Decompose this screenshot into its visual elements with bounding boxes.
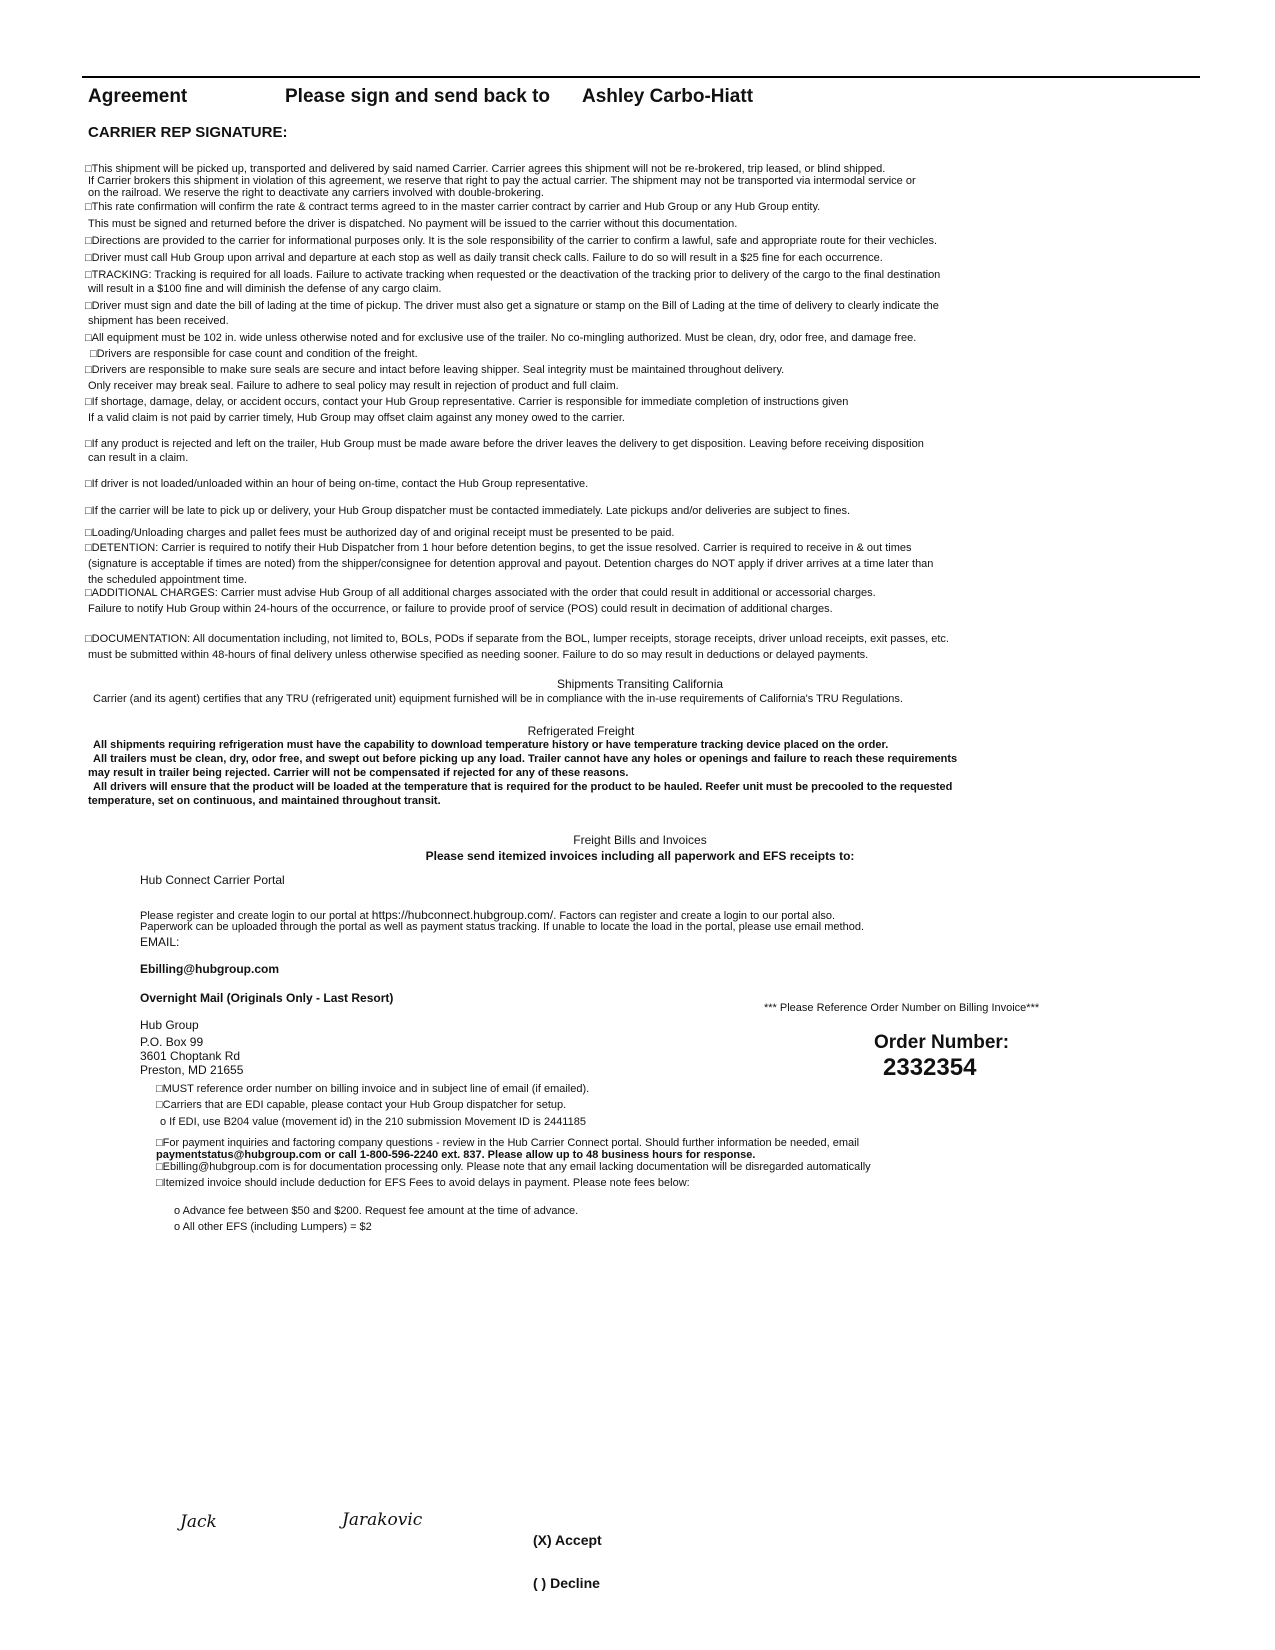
decline-option[interactable]: ( ) Decline — [533, 1575, 600, 1591]
fee-line: o Advance fee between $50 and $200. Request fee amount at the time of advance. — [174, 1205, 579, 1217]
term-line: will result in a $100 fine and will diminish the defense of any cargo claim. — [88, 283, 442, 295]
term-line: □Driver must sign and date the bill of lading at the time of pickup. The driver must also get a signature or stamp on the Bill of Lading at the time of delivery to clearly indicate the — [85, 300, 939, 312]
address-line: P.O. Box 99 — [140, 1035, 204, 1049]
term-line: Only receiver may break seal. Failure to adhere to seal policy may result in rejection of product and full claim. — [88, 380, 619, 392]
signature-label: CARRIER REP SIGNATURE: — [88, 124, 288, 141]
term-line: can result in a claim. — [88, 452, 189, 464]
reference-note: *** Please Reference Order Number on Billing Invoice*** — [764, 1002, 1040, 1014]
term-line: □TRACKING: Tracking is required for all loads. Failure to activate tracking when requested or the deactivation of the tracking prior to delivery of the cargo to the final destination — [85, 269, 941, 281]
invoices-subheading: Please send itemized invoices including all paperwork and EFS receipts to: — [425, 849, 855, 863]
accept-option[interactable]: (X) Accept — [533, 1532, 602, 1548]
term-line: shipment has been received. — [88, 315, 229, 327]
portal-text-b: . Factors can register and create a login to our portal also. — [553, 910, 836, 922]
term-line: □Drivers are responsible to make sure seals are secure and intact before leaving shipper. Seal integrity must be maintained throughout delivery. — [85, 364, 785, 376]
refrigerated-line: All trailers must be clean, dry, odor free, and swept out before picking up any load. Trailer cannot have any holes or openings and failure to reach these requirements — [93, 753, 958, 765]
term-line: □DOCUMENTATION: All documentation including, not limited to, BOLs, PODs if separate from the BOL, lumper receipts, storage receipts, driver unload receipts, exit passes, etc. — [85, 633, 949, 645]
order-number-label: Order Number: — [874, 1032, 1010, 1053]
term-line: □DETENTION: Carrier is required to notify their Hub Dispatcher from 1 hour before detention begins, to get the issue resolved. Carrier is required to receive in & out times — [85, 542, 912, 554]
overnight-mail-label: Overnight Mail (Originals Only - Last Resort) — [140, 991, 394, 1005]
term-line: the scheduled appointment time. — [88, 574, 247, 586]
refrigerated-line: All shipments requiring refrigeration must have the capability to download temperature history or have temperature tracking device placed on the order. — [93, 739, 889, 751]
portal-url-link[interactable]: https://hubconnect.hubgroup.com/ — [371, 908, 554, 922]
recipient-name: Ashley Carbo-Hiatt — [582, 86, 754, 107]
term-line: □If shortage, damage, delay, or accident occurs, contact your Hub Group representative. Carrier is responsible for immediate completion of instructions given — [85, 396, 849, 408]
refrigerated-heading: Refrigerated Freight — [527, 724, 635, 738]
agreement-title: Agreement — [88, 86, 188, 107]
address-line: Hub Group — [140, 1018, 199, 1032]
note-line: □MUST reference order number on billing invoice and in subject line of email (if emailed). — [156, 1083, 590, 1095]
signature-first-name: Jack — [180, 1512, 217, 1532]
term-line: □Drivers are responsible for case count and condition of the freight. — [90, 348, 418, 360]
term-line: □If any product is rejected and left on the trailer, Hub Group must be made aware before the driver leaves the delivery to get disposition. Leaving before receiving disposition — [85, 438, 924, 450]
signature-last-name: Jarakovic — [342, 1510, 423, 1530]
portal-line-2: Paperwork can be uploaded through the portal as well as payment status tracking. If unable to locate the load in the portal, please use email method. — [140, 921, 864, 933]
order-number-value: 2332354 — [883, 1054, 977, 1081]
payment-note-line: □Itemized invoice should include deduction for EFS Fees to avoid delays in payment. Please note fees below: — [156, 1177, 690, 1189]
send-prompt: Please sign and send back to — [285, 86, 551, 107]
term-line: Failure to notify Hub Group within 24-hours of the occurrence, or failure to provide proof of service (POS) could result in decimation of additional charges. — [88, 603, 833, 615]
term-line: □Driver must call Hub Group upon arrival and departure at each stop as well as daily transit check calls. Failure to do so will result in a $25 fine for each occurrence. — [85, 252, 883, 264]
term-line: □This shipment will be picked up, transported and delivered by said named Carrier. Carrier agrees this shipment will not be re-brokered, trip leased, or blind shipped. — [85, 163, 886, 175]
address-line: Preston, MD 21655 — [140, 1063, 244, 1077]
payment-note-line: □Ebilling@hubgroup.com is for documentation processing only. Please note that any email lacking documentation will be disregarded automatically — [156, 1161, 871, 1173]
term-line: □Directions are provided to the carrier for informational purposes only. It is the sole responsibility of the carrier to confirm a lawful, safe and appropriate route for their vechicles. — [85, 235, 938, 247]
portal-text-a: Please register and create login to our portal at — [140, 910, 369, 922]
term-line: □Loading/Unloading charges and pallet fees must be authorized day of and original receipt must be presented to be paid. — [85, 527, 675, 539]
term-line: If a valid claim is not paid by carrier timely, Hub Group may offset claim against any money owed to the carrier. — [88, 412, 625, 424]
term-line: must be submitted within 48-hours of final delivery unless otherwise specified as needing sooner. Failure to do so may result in deductions or delayed payments. — [88, 649, 869, 661]
california-heading: Shipments Transiting California — [556, 677, 724, 691]
term-line: □If driver is not loaded/unloaded within an hour of being on-time, contact the Hub Group representative. — [85, 478, 589, 490]
refrigerated-line: temperature, set on continuous, and maintained throughout transit. — [88, 795, 441, 807]
term-line: □All equipment must be 102 in. wide unless otherwise noted and for exclusive use of the trailer. No co-mingling authorized. Must be clean, dry, odor free, and damage free. — [85, 332, 917, 344]
address-line: 3601 Choptank Rd — [140, 1049, 241, 1063]
email-address[interactable]: Ebilling@hubgroup.com — [140, 962, 280, 976]
refrigerated-line: may result in trailer being rejected. Carrier will not be compensated if rejected for any of these reasons. — [88, 767, 629, 779]
note-line: □Carriers that are EDI capable, please contact your Hub Group dispatcher for setup. — [156, 1099, 567, 1111]
term-line: on the railroad. We reserve the right to deactivate any carriers involved with double-brokering. — [88, 187, 544, 199]
portal-title: Hub Connect Carrier Portal — [140, 873, 285, 887]
california-text: Carrier (and its agent) certifies that any TRU (refrigerated unit) equipment furnished will be in compliance with the in-use requirements of California's TRU Regulations. — [93, 693, 903, 705]
payment-note-line: □For payment inquiries and factoring company questions - review in the Hub Carrier Connect portal. Should further information be needed, email — [156, 1137, 860, 1149]
term-line: □This rate confirmation will confirm the rate & contract terms agreed to in the master carrier contract by carrier and Hub Group or any Hub Group entity. — [85, 201, 821, 213]
email-label: EMAIL: — [140, 935, 180, 949]
term-line: If Carrier brokers this shipment in violation of this agreement, we reserve that right to pay the actual carrier. The shipment may not be transported via intermodal service or — [88, 175, 916, 187]
term-line: □ADDITIONAL CHARGES: Carrier must advise Hub Group of all additional charges associated with the order that could result in additional or accessorial charges. — [85, 587, 876, 599]
top-rule — [82, 76, 1200, 78]
term-line: This must be signed and returned before the driver is dispatched. No payment will be issued to the carrier without this documentation. — [88, 218, 738, 230]
fee-line: o All other EFS (including Lumpers) = $2 — [174, 1221, 372, 1233]
term-line: □If the carrier will be late to pick up or delivery, your Hub Group dispatcher must be contacted immediately. Late pickups and/or deliveries are subject to fines. — [85, 505, 850, 517]
payment-note-line: paymentstatus@hubgroup.com or call 1-800-596-2240 ext. 837. Please allow up to 48 business hours for response. — [156, 1149, 756, 1161]
term-line: (signature is acceptable if times are noted) from the shipper/consignee for detention approval and payout. Detention charges do NOT apply if driver arrives at a time later than — [88, 558, 934, 570]
note-line: o If EDI, use B204 value (movement id) in the 210 submission Movement ID is 2441185 — [160, 1116, 586, 1128]
invoices-heading: Freight Bills and Invoices — [573, 833, 707, 847]
refrigerated-line: All drivers will ensure that the product will be loaded at the temperature that is required for the product to be hauled. Reefer unit must be precooled to the requested — [93, 781, 953, 793]
